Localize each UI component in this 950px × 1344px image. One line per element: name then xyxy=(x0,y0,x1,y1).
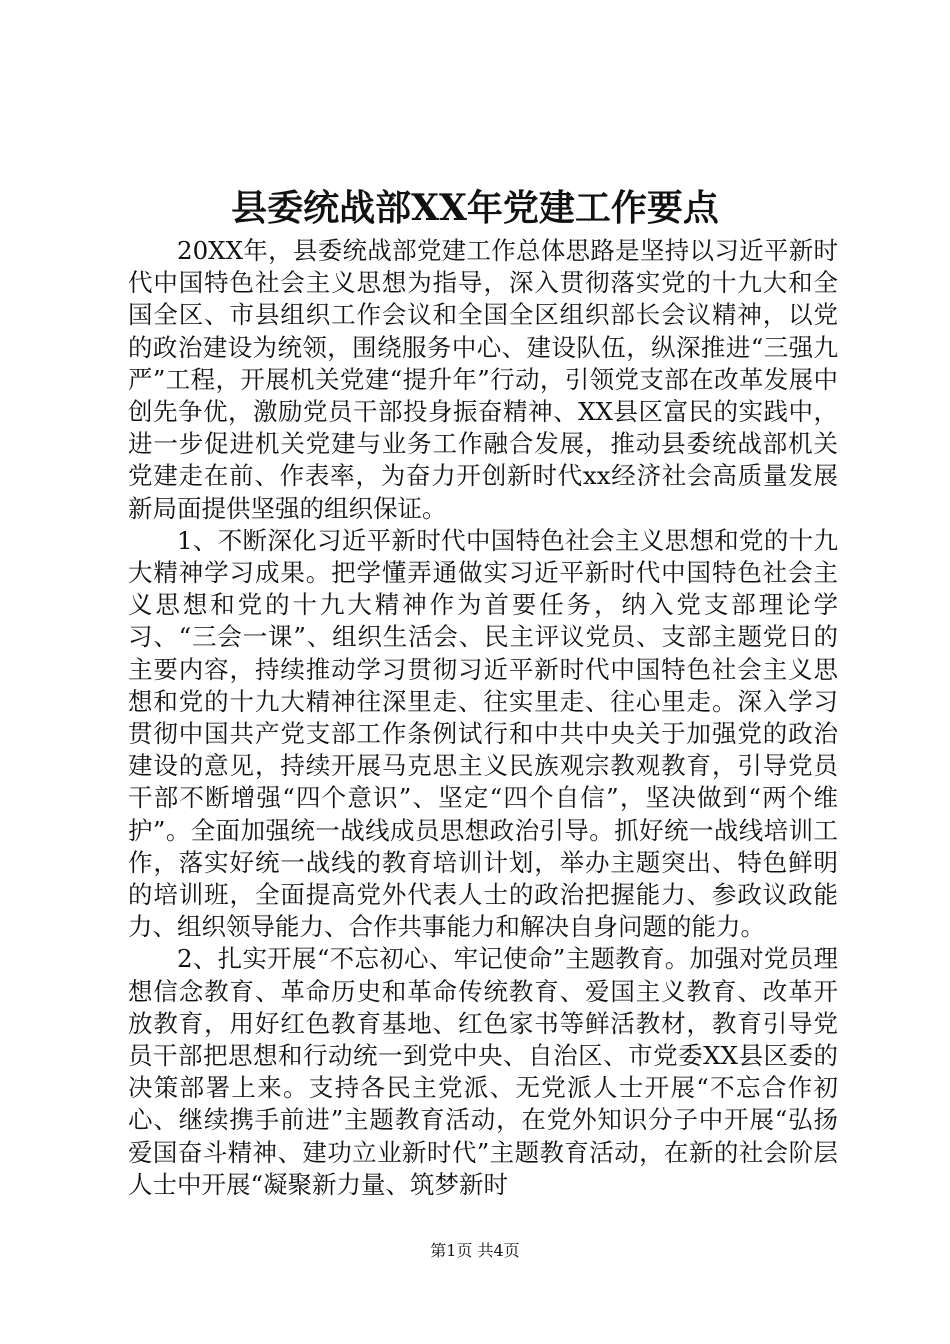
document-body xyxy=(128,235,838,1201)
paragraph-intro: 20XX年，县委统战部党建工作总体思路是坚持以习近平新时代中国特色社会主义思想为指导，深入贯彻落实党的十九大和全国全区、市县组织工作会议和全国全区组织部长会议精神，以党的政治建设为统领，围绕服务中心、建设队伍，纵深推进“三强九严”工程，开展机关党建“提升年”行动，引领党支部在改革发展中创先争优，激励党员干部投身振奋精神、XX县区富民的实践中，进一步促进机关党建与业务工作融合发展，推动县委统战部机关党建走在前、作表率，为奋力开创新时代xx经济社会高质量发展新局面提供坚强的组织保证。 xyxy=(128,236,838,523)
document-title: 县委统战部XX年党建工作要点 xyxy=(231,187,719,229)
page-number-footer: 第1页 共4页 xyxy=(430,1241,520,1260)
paragraph-item-2: 2、扎实开展“不忘初心、牢记使命”主题教育。加强对党员理想信念教育、革命历史和革命传统教育、爱国主义教育、改革开放教育，用好红色教育基地、红色家书等鲜活教材，教育引导党员干部把思想和行动统一到党中央、自治区、市党委XX县区委的决策部署上来。支持各民主党派、无党派人士开展“不忘合作初心、继续携手前进”主题教育活动，在党外知识分子中开展“弘扬爱国奋斗精神、建功立业新时代”主题教育活动，在新的社会阶层人士中开展“凝聚新力量、筑梦新时 xyxy=(128,944,838,1199)
paragraph-item-1: 1、不断深化习近平新时代中国特色社会主义思想和党的十九大精神学习成果。把学懂弄通做实习近平新时代中国特色社会主义思想和党的十九大精神作为首要任务，纳入党支部理论学习、“三会一课”、组织生活会、民主评议党员、支部主题党日的主要内容，持续推动学习贯彻习近平新时代中国特色社会主义思想和党的十九大精神往深里走、往实里走、往心里走。深入学习贯彻中国共产党支部工作条例试行和中共中央关于加强党的政治建设的意见，持续开展马克思主义民族观宗教观教育，引导党员干部不断增强“四个意识”、坚定“四个自信”，坚决做到“两个维护”。全面加强统一战线成员思想政治引导。抓好统一战线培训工作，落实好统一战线的教育培训计划，举办主题突出、特色鲜明的培训班，全面提高党外代表人士的政治把握能力、参政议政能力、组织领导能力、合作共事能力和解决自身问题的能力。 xyxy=(128,525,838,942)
